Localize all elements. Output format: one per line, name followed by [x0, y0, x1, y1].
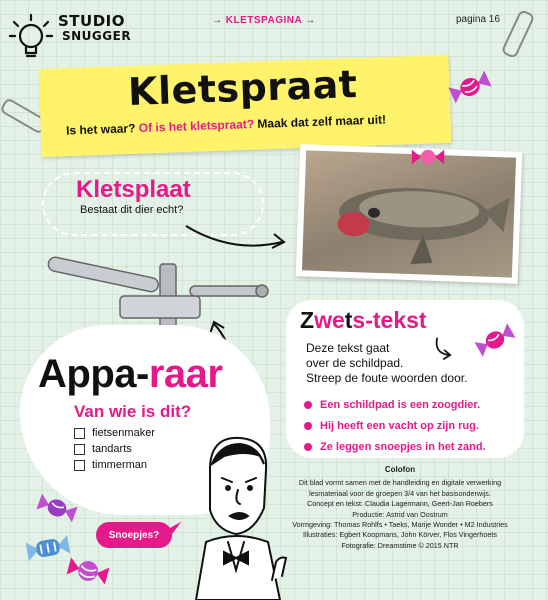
option-item[interactable] [74, 425, 155, 441]
page-title: Kletspraat [127, 62, 359, 114]
option-item[interactable] [74, 441, 155, 457]
lightbulb-icon [8, 12, 54, 64]
checkbox-icon[interactable] [74, 444, 85, 455]
title-part: s- [352, 307, 373, 333]
option-label: tandarts [92, 443, 132, 455]
apparaar-question: Van wie is dit? [74, 402, 192, 421]
bullet-dot-icon [304, 422, 312, 430]
colofon-line: Fotografie: Dreamstime © 2015 NTR [341, 540, 459, 550]
cartoon-man-illustration [176, 430, 296, 600]
zwetstekst-body [306, 341, 516, 386]
sub-end: Maak dat zelf maar uit! [253, 112, 387, 132]
statement-item[interactable] [304, 415, 486, 436]
paperclip-icon [501, 9, 536, 59]
speech-bubble: Snoepjes? [96, 522, 172, 548]
page-number: pagina 16 [456, 14, 500, 25]
candy-icon [63, 551, 113, 591]
colofon-line: Productie: Astrid van Oostrum [352, 509, 448, 519]
statement-text: Ze leggen snoepjes in het zand. [320, 440, 486, 453]
title-part: t [344, 307, 353, 333]
title-part: Z [300, 307, 315, 333]
kletsplaat-title: Kletsplaat [76, 176, 191, 203]
candy-icon [410, 146, 446, 168]
title-part: tekst [372, 307, 427, 333]
body-line: Streep de foute woorden door. [306, 371, 468, 385]
sub-plain: Is het waar? [65, 121, 140, 138]
checkbox-icon[interactable] [74, 428, 85, 439]
option-label: fietsenmaker [92, 427, 155, 439]
statement-text: Hij heeft een vacht op zijn rug. [320, 419, 479, 432]
option-label: timmerman [92, 459, 148, 471]
colofon-line: Dit blad vormt samen met de handleiding en digitale verwerking [298, 478, 502, 488]
colofon [290, 465, 510, 551]
statement-item[interactable] [304, 436, 486, 457]
colofon-line: lesmateriaal voor de groepen 3/4 van het basisonderwijs. [309, 488, 491, 498]
sub-highlight: Of is het kletspraat? [138, 117, 255, 136]
apparaar-title-b: raar [148, 352, 223, 396]
body-line: Deze tekst gaat [306, 341, 390, 355]
bullet-dot-icon [304, 401, 312, 409]
fish-photo [296, 144, 522, 284]
checkbox-icon[interactable] [74, 460, 85, 471]
bullet-dot-icon [304, 443, 312, 451]
statement-text: Een schildpad is een zoogdier. [320, 398, 481, 411]
colofon-line: Vormgeving: Thomas Rohlfs • Taeks, Marije Wonder • M2 Industries [292, 520, 508, 530]
option-item[interactable] [74, 457, 155, 473]
speech-tail [166, 520, 184, 536]
kletsplaat-question: Bestaat dit dier echt? [80, 204, 184, 216]
statement-list [304, 394, 486, 457]
logo-line1: STUDIO [58, 12, 125, 30]
title-part: we [314, 307, 345, 333]
section-tag: → KLETSPAGINA → [212, 15, 316, 26]
colofon-line: Concept en tekst: Claudia Lagermann, Geert-Jan Roebers [307, 499, 493, 509]
statement-item[interactable] [304, 394, 486, 415]
zwetstekst-title [300, 307, 427, 334]
colofon-line: Illustraties: Egbert Koopmans, John Körver, Flos Vingerhoets [302, 530, 498, 540]
apparaar-title [38, 352, 222, 397]
colofon-title: Colofon [384, 465, 416, 474]
candy-icon [444, 64, 497, 110]
body-line: over de schildpad. [306, 356, 404, 370]
studio-snugger-logo [58, 14, 131, 44]
logo-line2: SNUGGER [62, 29, 132, 43]
apparaar-options [74, 425, 155, 473]
apparaar-title-a: Appa- [38, 352, 149, 396]
